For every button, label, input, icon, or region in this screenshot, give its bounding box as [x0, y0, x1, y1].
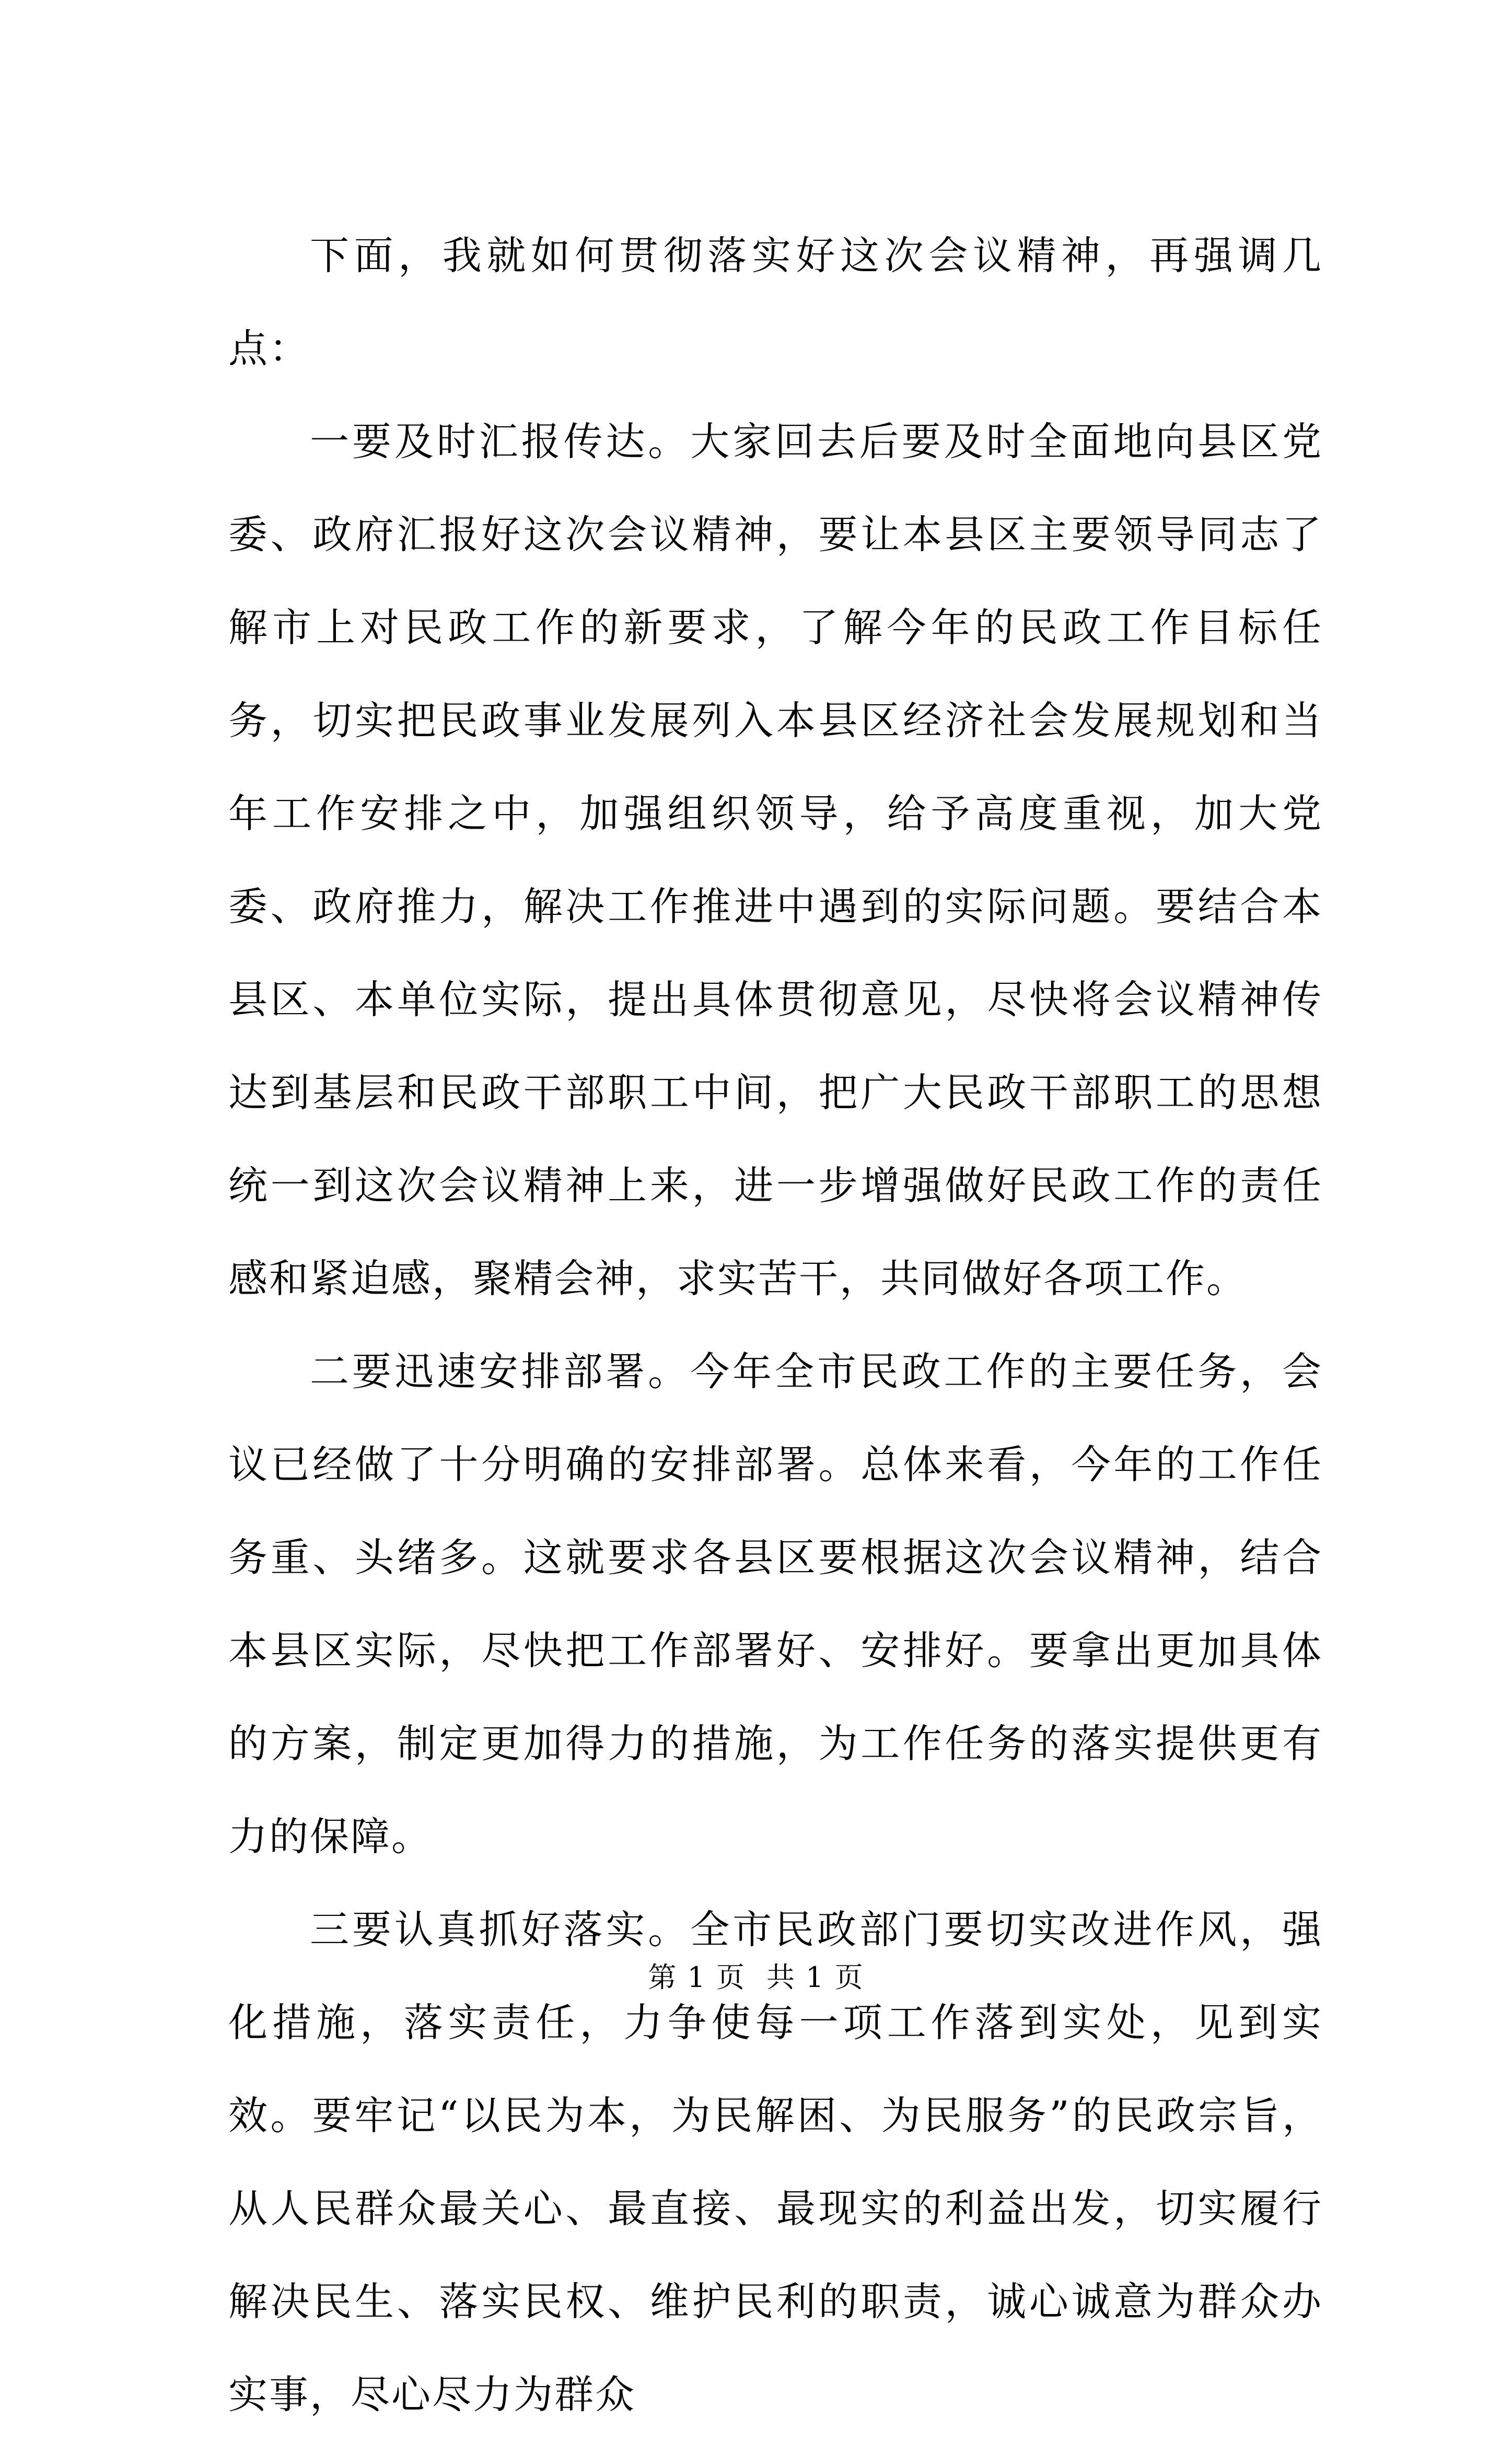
paragraph-point-3: 三要认真抓好落实。全市民政部门要切实改进作风，强化措施，落实责任，力争使每一项工作落到实处，见到实效。要牢记“以民为本，为民解困、为民服务”的民政宗旨，从人民群众最关心、最直接、最现实的利益出发，切实履行解决民生、落实民权、维护民利的职责，诚心诚意为群众办实事，尽心尽力为群众 — [228, 1907, 1323, 2417]
page-footer — [0, 1955, 1512, 1995]
paragraph-point-2: 二要迅速安排部署。今年全市民政工作的主要任务，会议已经做了十分明确的安排部署。总体来看，今年的工作任务重、头绪多。这就要求各县区要根据这次会议精神，结合本县区实际，尽快把工作部署好、安排好。要拿出更加具体的方案，制定更加得力的措施，为工作任务的落实提供更有力的保障。 — [228, 1349, 1323, 1859]
document-body — [228, 209, 1323, 2441]
page-number: 第 1 页 — [648, 1961, 746, 1994]
paragraph-point-1: 一要及时汇报传达。大家回去后要及时全面地向县区党委、政府汇报好这次会议精神，要让本县区主要领导同志了解市上对民政工作的新要求，了解今年的民政工作目标任务，切实把民政事业发展列入本县区经济社会发展规划和当年工作安排之中，加强组织领导，给予高度重视，加大党委、政府推力，解决工作推进中遇到的实际问题。要结合本县区、本单位实际，提出具体贯彻意见，尽快将会议精神传达到基层和民政干部职工中间，把广大民政干部职工的思想统一到这次会议精神上来，进一步增强做好民政工作的责任感和紧迫感，聚精会神，求实苦干，共同做好各项工作。 — [228, 419, 1323, 1301]
paragraph-intro: 下面，我就如何贯彻落实好这次会议精神，再强调几点： — [228, 233, 1323, 371]
page-total: 共 1 页 — [766, 1961, 864, 1994]
